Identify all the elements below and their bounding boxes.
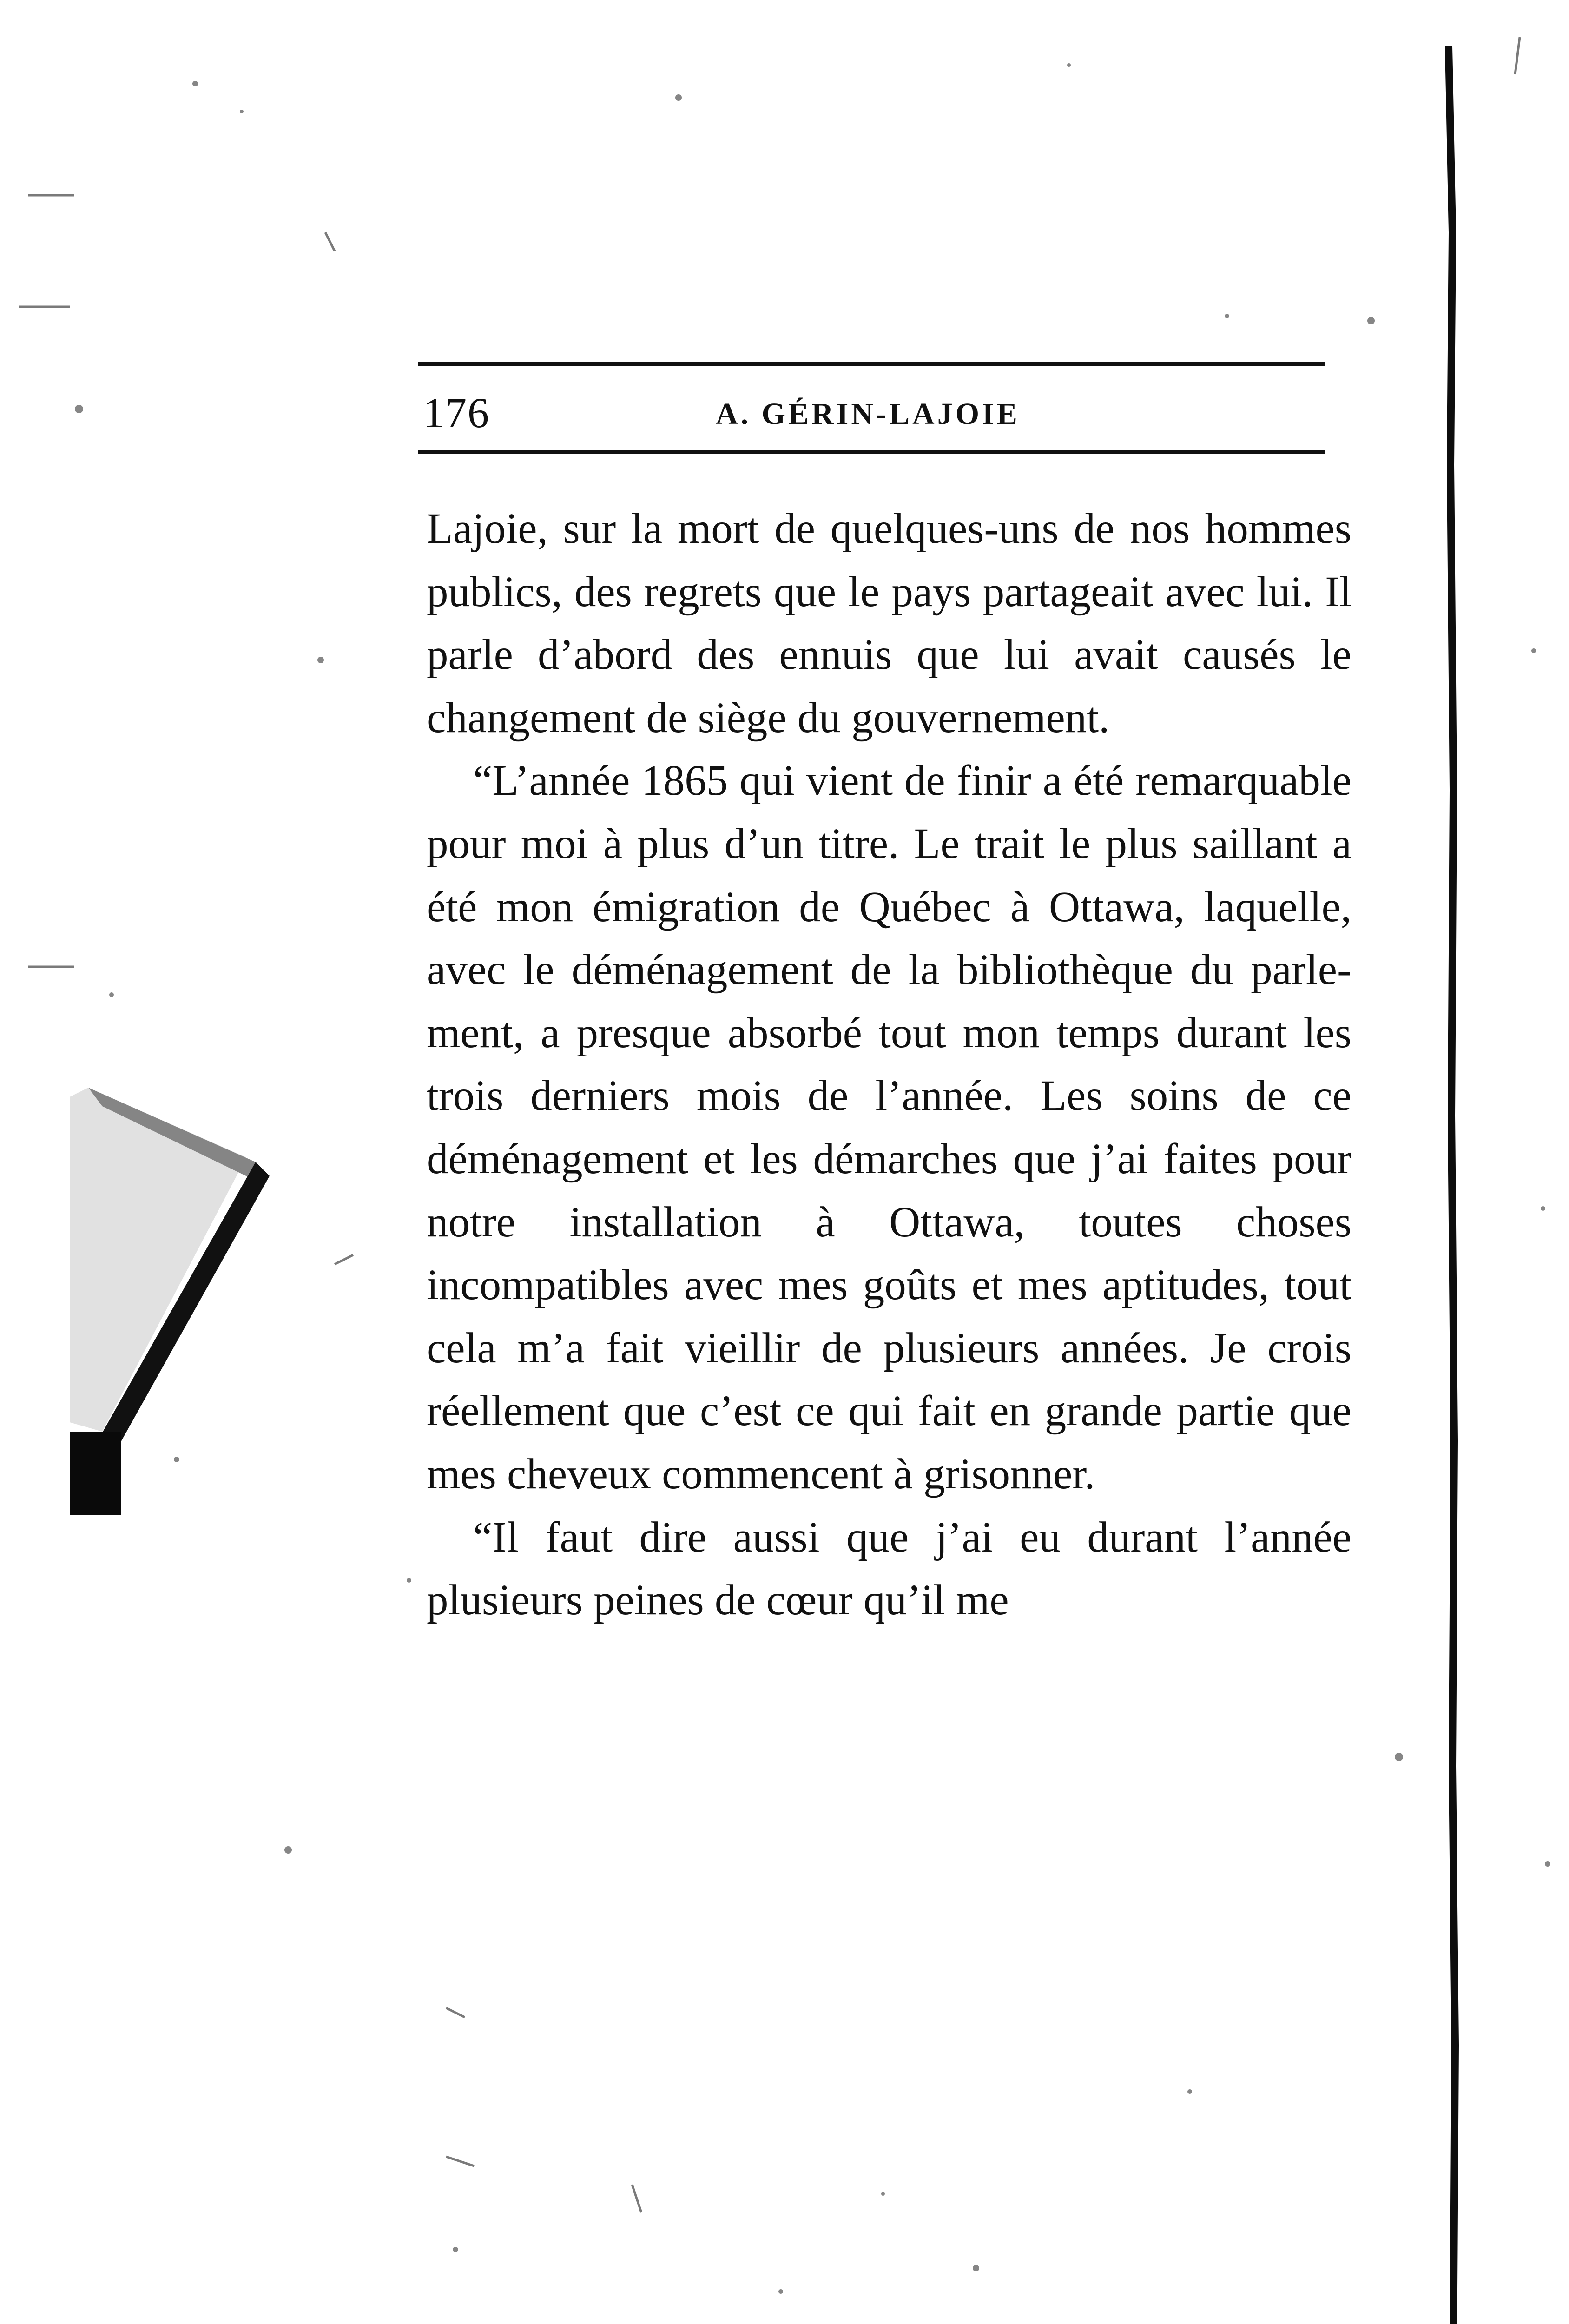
book-spine-edge (1438, 46, 1460, 2324)
header-bottom-rule (418, 450, 1325, 454)
page-number: 176 (423, 389, 490, 436)
header-top-rule (418, 362, 1325, 366)
folded-page-corner (51, 1069, 293, 1515)
paragraph-continued: Lajoie, sur la mort de quelques-uns de nos hommes publics, des regrets que le pays partageait avec lui. Il parle d’abord des ennuis que lui avait causés le changement de siège du gouvernement. (427, 505, 1351, 742)
paragraph-quote-2: “Il faut dire aussi que j’ai eu durant l’année plusieurs peines de cœur qu’il me (427, 1513, 1351, 1624)
paragraph-quote-1: “L’année 1865 qui vient de finir a été remarquable pour moi à plus d’un titre. Le trait le plus saillant a été mon émigration de Québec à Ottawa, laquelle, avec le déménagement de la bibliothèque du parlement, a presque absorbé tout mon temps durant les trois derniers mois de l’année. Les soins de ce déménagement et les démarches que j’ai faites pour notre installation à Ottawa, toutes choses incompatibles avec mes goûts et mes aptitudes, tout cela m’a fait vieillir de plusieurs années. Je crois réellement que c’est ce qui fait en grande partie que mes cheveux commencent à grisonner. (427, 757, 1351, 1498)
page-header (418, 362, 1325, 460)
body-text (427, 497, 1351, 1632)
running-head: A. GÉRIN-LAJOIE (716, 397, 1020, 431)
